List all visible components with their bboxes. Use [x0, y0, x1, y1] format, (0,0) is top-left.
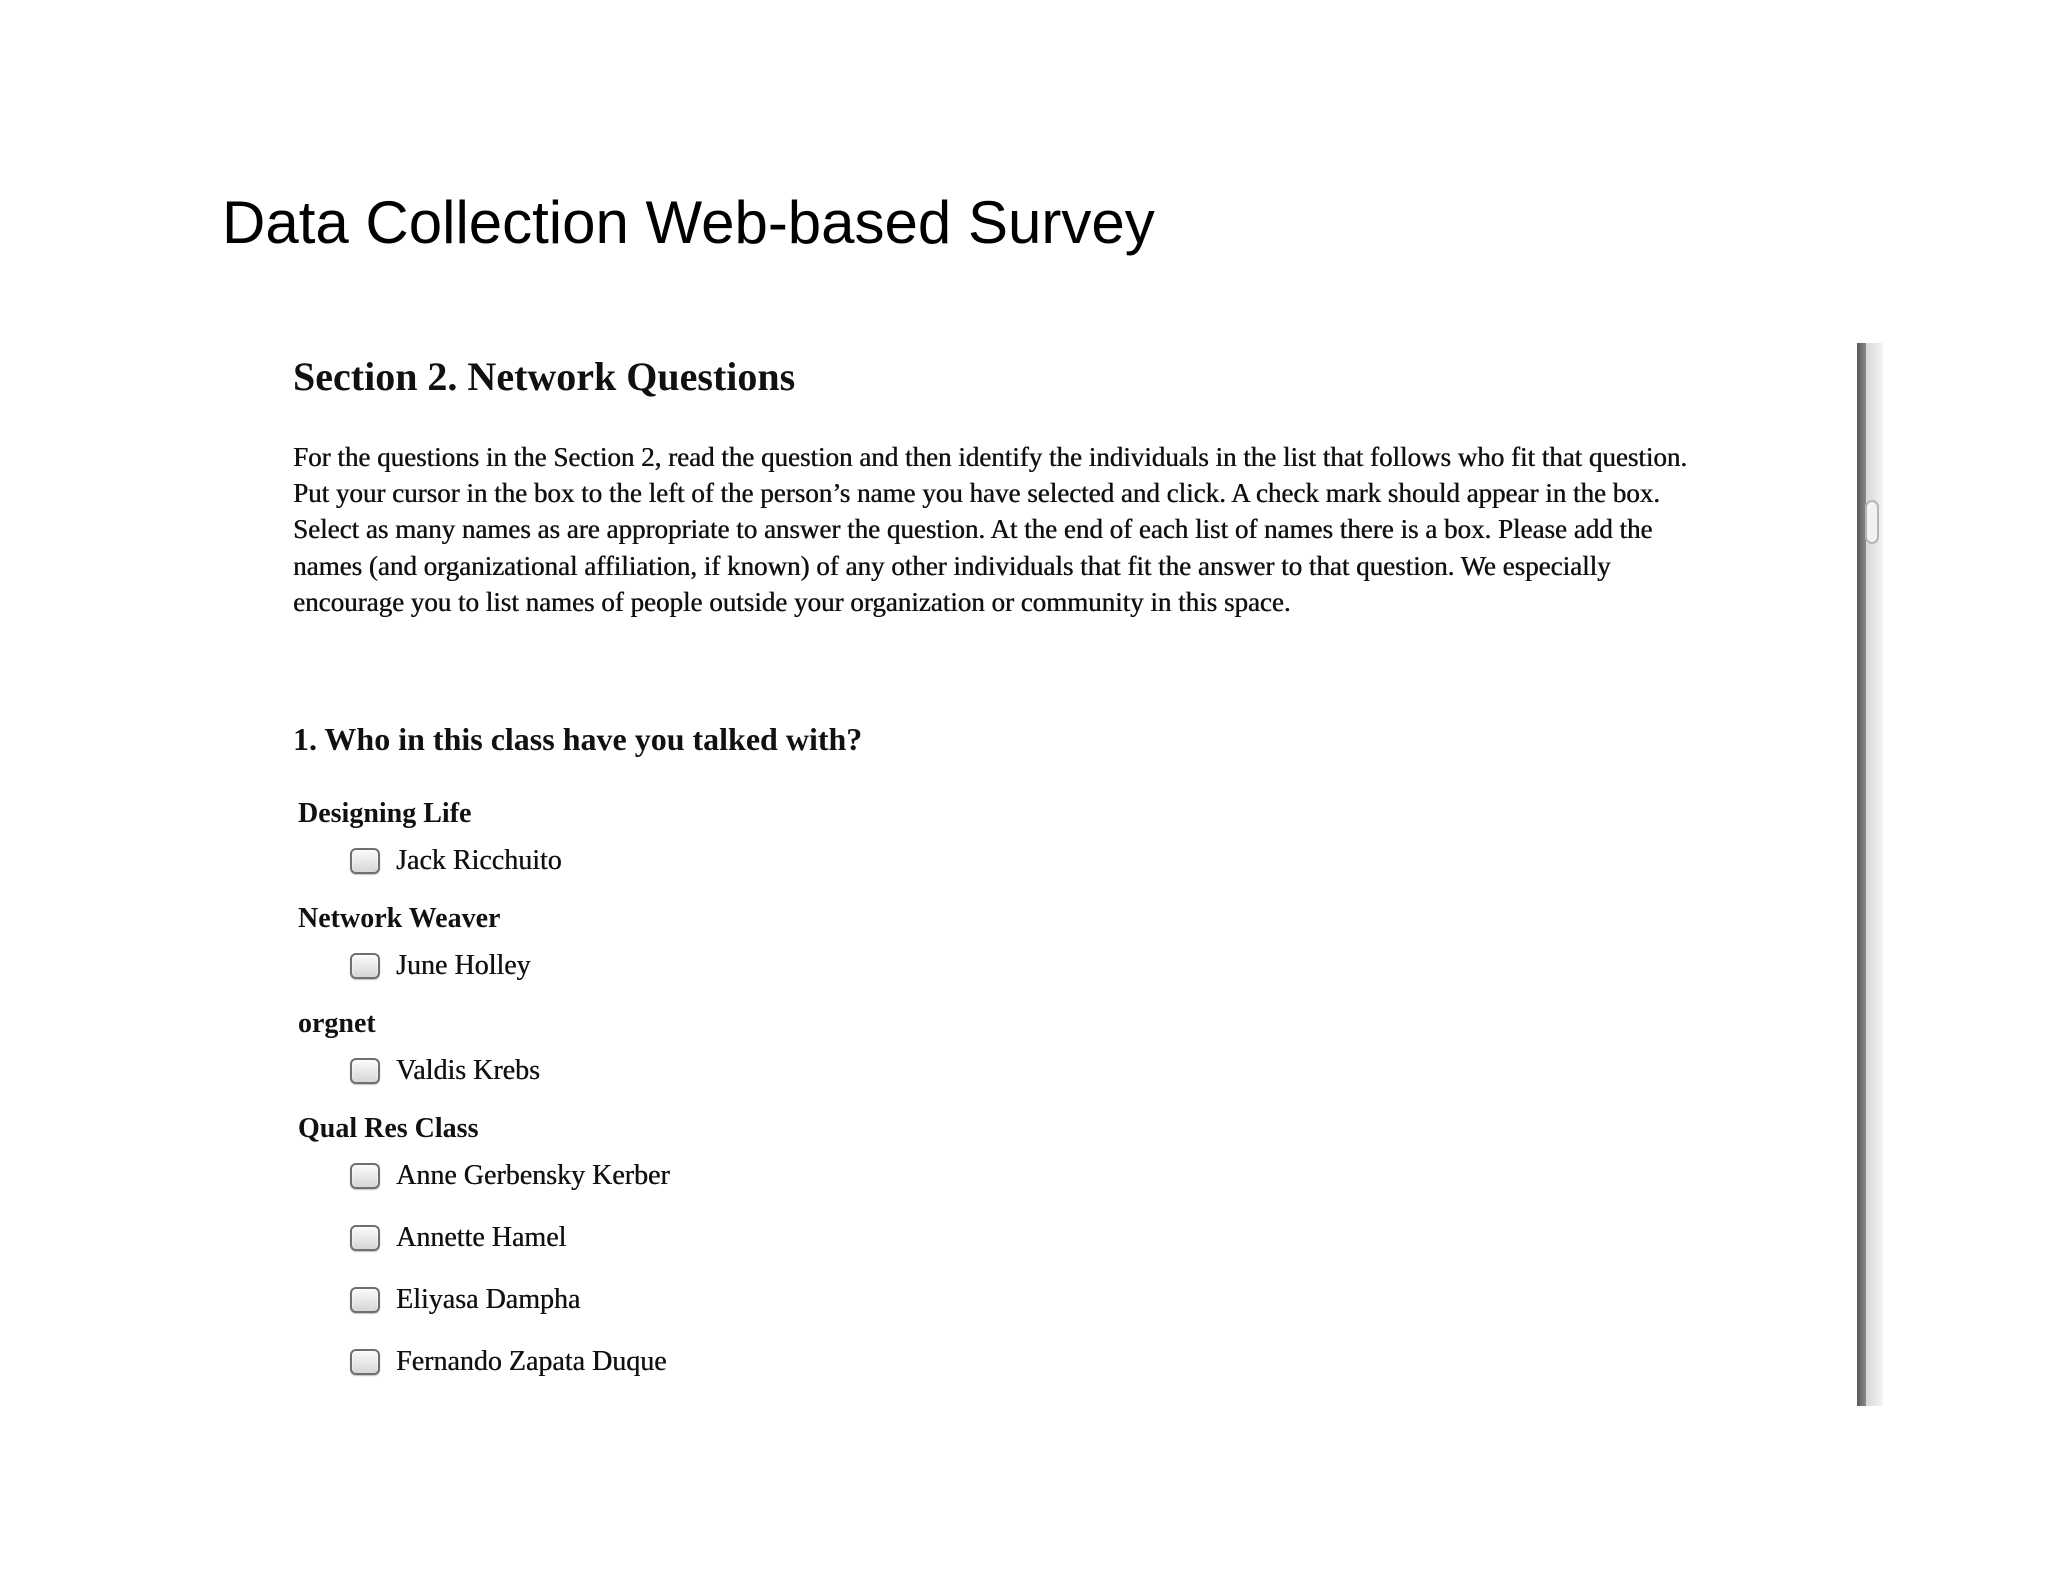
- group-label-designing-life: Designing Life: [298, 798, 472, 829]
- section-heading: Section 2. Network Questions: [293, 354, 796, 399]
- scrollbar-thumb[interactable]: [1865, 500, 1879, 544]
- question-title: 1. Who in this class have you talked with?: [293, 721, 863, 757]
- option-label: Valdis Krebs: [396, 1055, 540, 1086]
- checkbox[interactable]: [350, 1163, 380, 1189]
- group-label-orgnet: orgnet: [298, 1008, 376, 1039]
- group-label-network-weaver: Network Weaver: [298, 903, 501, 934]
- survey-screenshot: [290, 343, 1880, 1406]
- survey-instructions: For the questions in the Section 2, read the question and then identify the individuals in the list that follows who fit that question. Put your cursor in the box to the left of the person’s name you have selected and click. A check mark should appear in the box. Select as many names as are appropriate to answer the question. At the end of each list of names there is a box. Please add the names (and organizational affiliation, if known) of any other individuals that fit the answer to that question. We especially encourage you to list names of people outside your organization or community in this space.: [293, 442, 1688, 617]
- checkbox[interactable]: [350, 1058, 380, 1084]
- option-label: Eliyasa Dampha: [396, 1284, 581, 1315]
- option-anne-gerbensky-kerber[interactable]: [350, 1159, 670, 1193]
- vertical-scrollbar[interactable]: [1857, 343, 1883, 1406]
- option-annette-hamel[interactable]: [350, 1221, 566, 1255]
- checkbox[interactable]: [350, 1287, 380, 1313]
- scrollbar-track[interactable]: [1857, 343, 1866, 1406]
- option-label: Jack Ricchuito: [396, 845, 562, 876]
- option-fernando-zapata-duque[interactable]: [350, 1345, 667, 1379]
- checkbox[interactable]: [350, 1349, 380, 1375]
- option-jack-ricchuito[interactable]: [350, 844, 562, 878]
- option-june-holley[interactable]: [350, 949, 531, 983]
- option-label: June Holley: [396, 950, 531, 981]
- checkbox[interactable]: [350, 848, 380, 874]
- slide-title: Data Collection Web-based Survey: [222, 189, 1155, 256]
- option-label: Annette Hamel: [396, 1222, 567, 1253]
- checkbox[interactable]: [350, 953, 380, 979]
- option-label: Anne Gerbensky Kerber: [396, 1160, 670, 1191]
- group-label-qual-res-class: Qual Res Class: [298, 1113, 479, 1144]
- option-valdis-krebs[interactable]: [350, 1054, 540, 1088]
- option-label: Fernando Zapata Duque: [396, 1346, 667, 1377]
- checkbox[interactable]: [350, 1225, 380, 1251]
- option-eliyasa-dampha[interactable]: [350, 1283, 580, 1317]
